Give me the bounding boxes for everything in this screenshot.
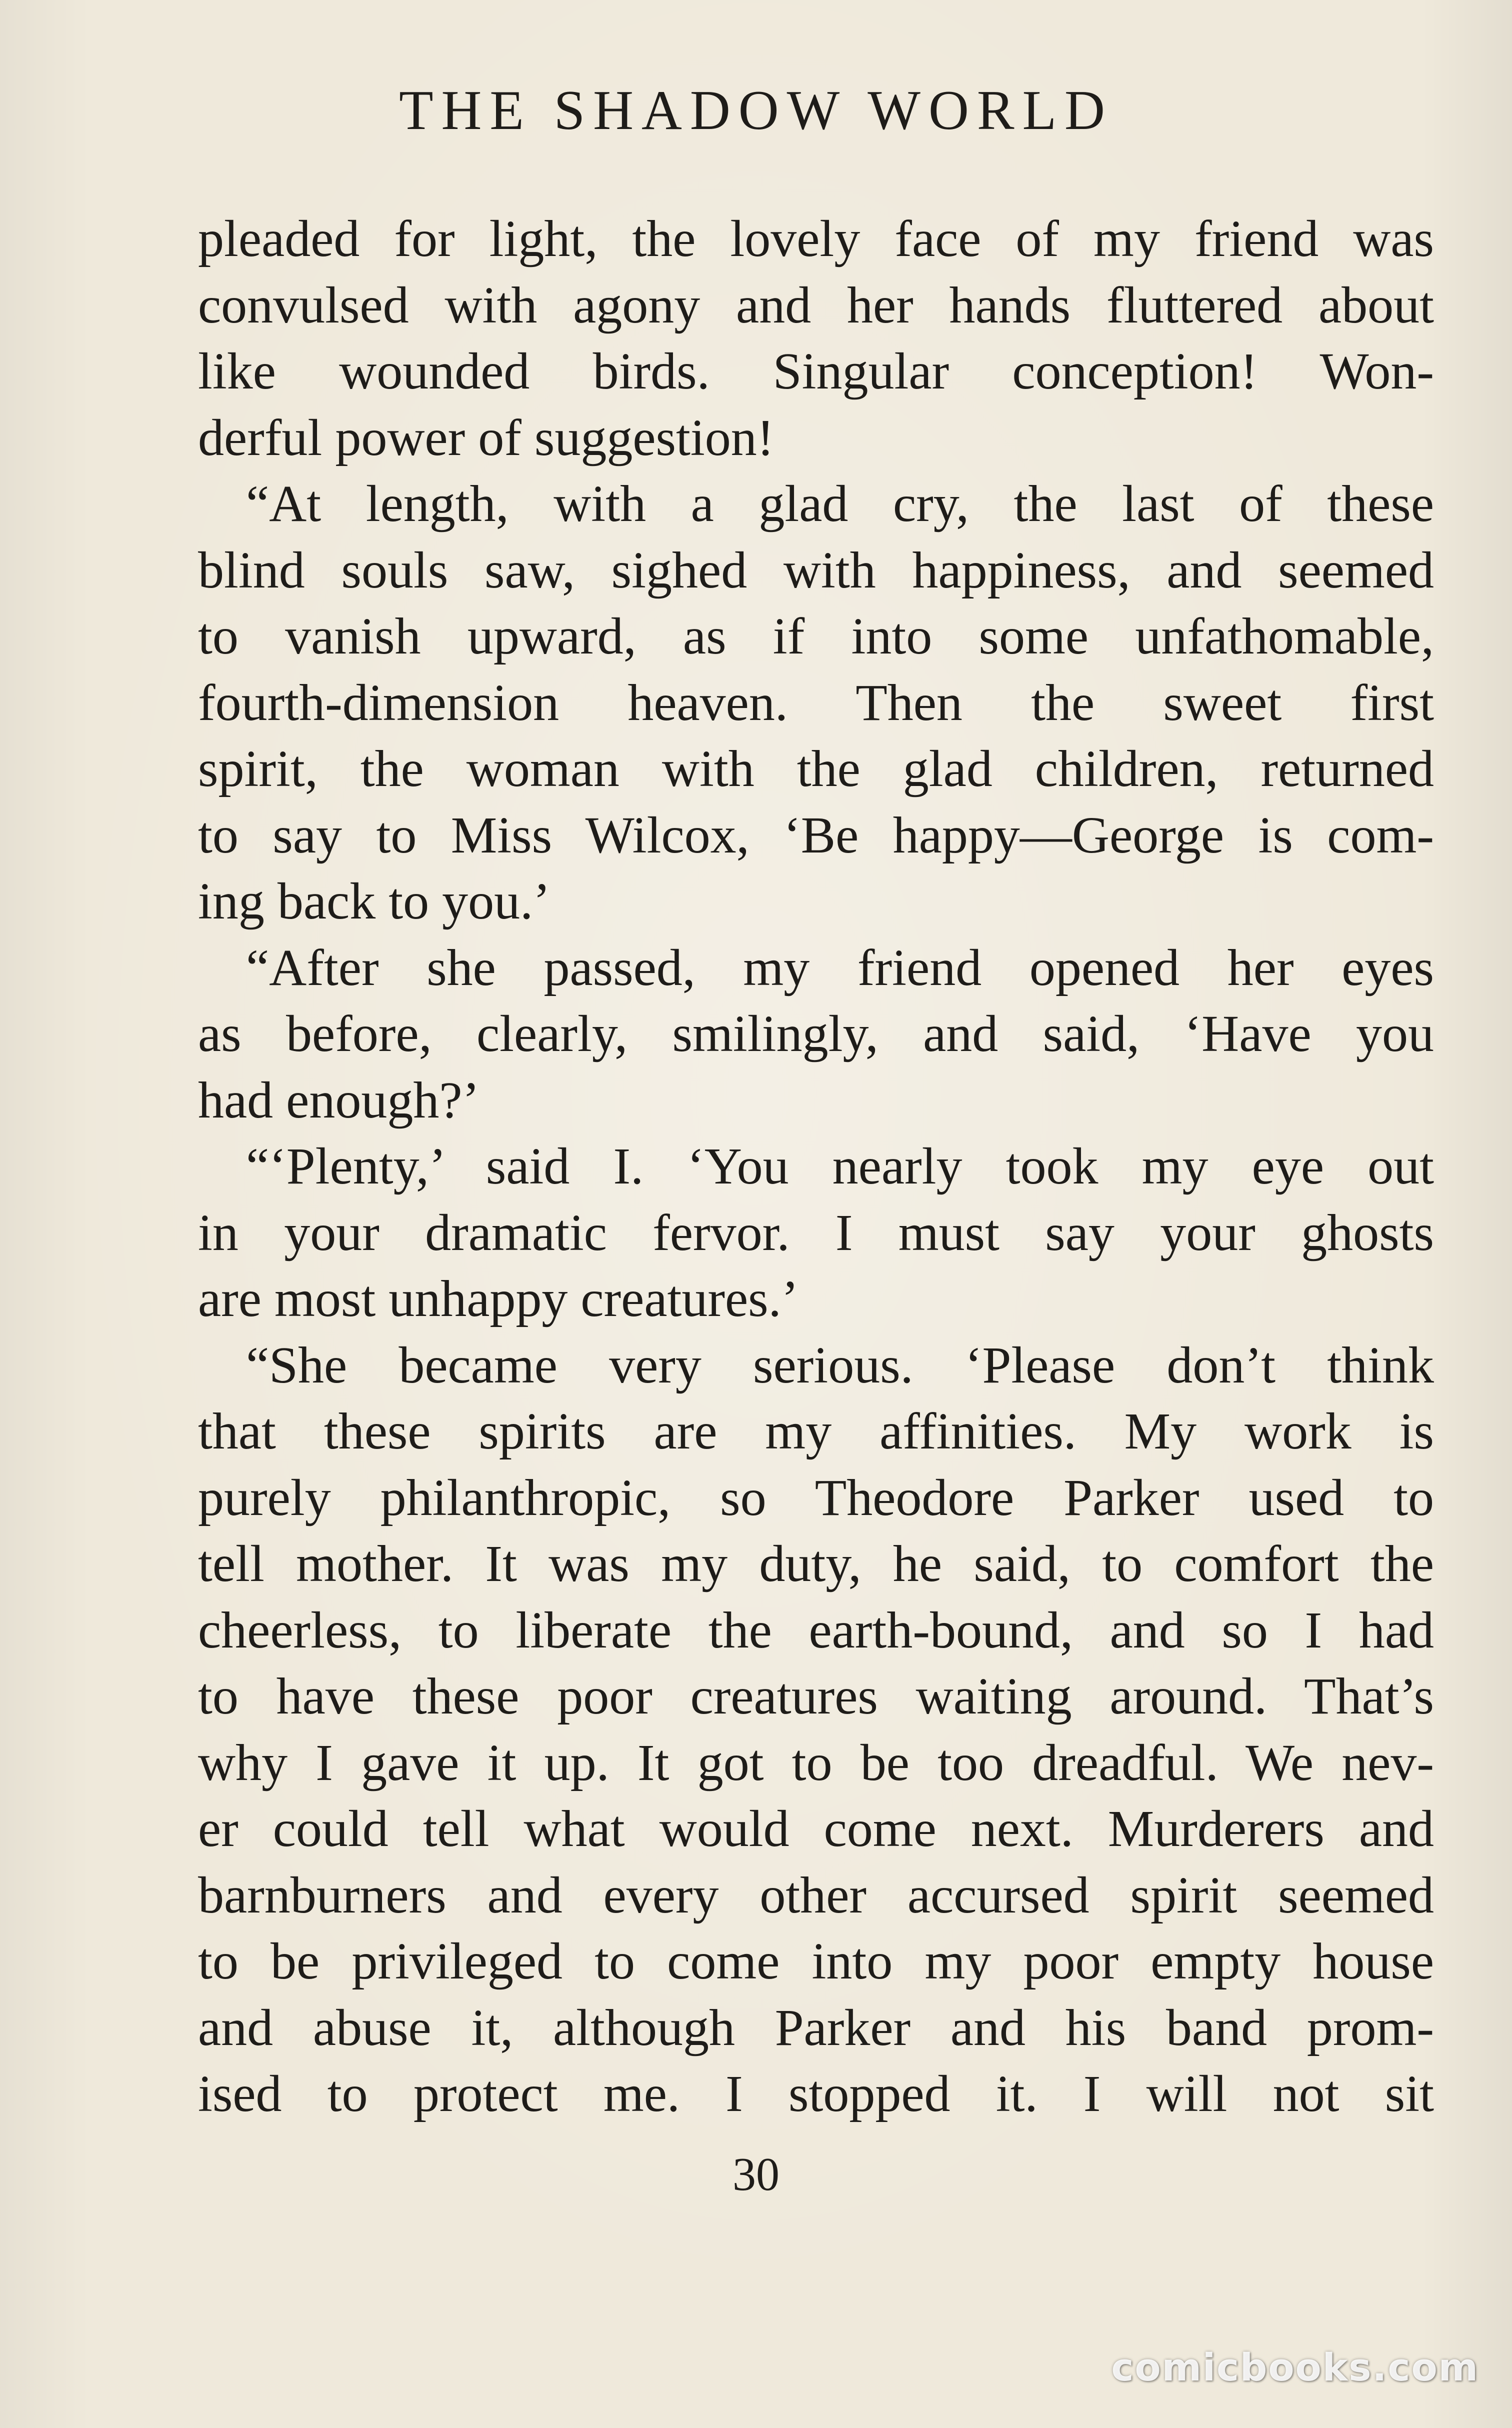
page-number: 30 [732,2148,780,2200]
text-line: had enough?’ [198,1071,480,1129]
text-line: derful power of suggestion! [198,408,774,466]
text-line: like wounded birds. Singular conception! Won- [198,342,1434,400]
running-head: THE SHADOW WORLD [399,80,1113,142]
text-line: ing back to you.’ [198,872,550,930]
text-line: to be privileged to come into my poor empty house [198,1932,1434,1990]
text-line: barnburners and every other accursed spirit seemed [198,1866,1434,1924]
text-line: purely philanthropic, so Theodore Parker used to [198,1468,1434,1526]
text-line: why I gave it up. It got to be too dreadful. We nev- [198,1734,1434,1792]
text-line: to vanish upward, as if into some unfathomable, [198,608,1434,665]
text-line: in your dramatic fervor. I must say your ghosts [198,1204,1434,1262]
text-line: er could tell what would come next. Murderers and [198,1800,1434,1858]
text-line: blind souls saw, sighed with happiness, and seemed [198,541,1434,599]
body-text [198,206,1434,2128]
text-line: and abuse it, although Parker and his band prom- [198,1998,1434,2056]
text-line: are most unhappy creatures.’ [198,1270,799,1328]
text-line: cheerless, to liberate the earth-bound, and so I had [198,1601,1434,1659]
text-line: spirit, the woman with the glad children, returned [198,740,1434,798]
text-line: fourth-dimension heaven. Then the sweet first [198,674,1434,732]
paragraph-start-line: “At length, with a glad cry, the last of these [246,475,1434,532]
paragraph-start-line: “She became very serious. ‘Please don’t think [246,1336,1434,1394]
text-line: pleaded for light, the lovely face of my friend was [198,210,1434,268]
text-line: that these spirits are my affinities. My work is [198,1402,1434,1460]
text-line: to have these poor creatures waiting around. That’s [198,1668,1434,1725]
text-line: tell mother. It was my duty, he said, to comfort the [198,1535,1434,1592]
text-line: to say to Miss Wilcox, ‘Be happy—George is com- [198,806,1434,864]
paragraph-start-line: “‘Plenty,’ said I. ‘You nearly took my eye out [246,1138,1434,1195]
text-line: convulsed with agony and her hands fluttered about [198,276,1434,334]
paragraph-start-line: “After she passed, my friend opened her eyes [246,938,1434,996]
text-line: ised to protect me. I stopped it. I will not sit [198,2065,1434,2122]
watermark-logo: comicbooks.com [1111,2345,1479,2390]
text-line: as before, clearly, smilingly, and said, ‘Have you [198,1005,1434,1062]
